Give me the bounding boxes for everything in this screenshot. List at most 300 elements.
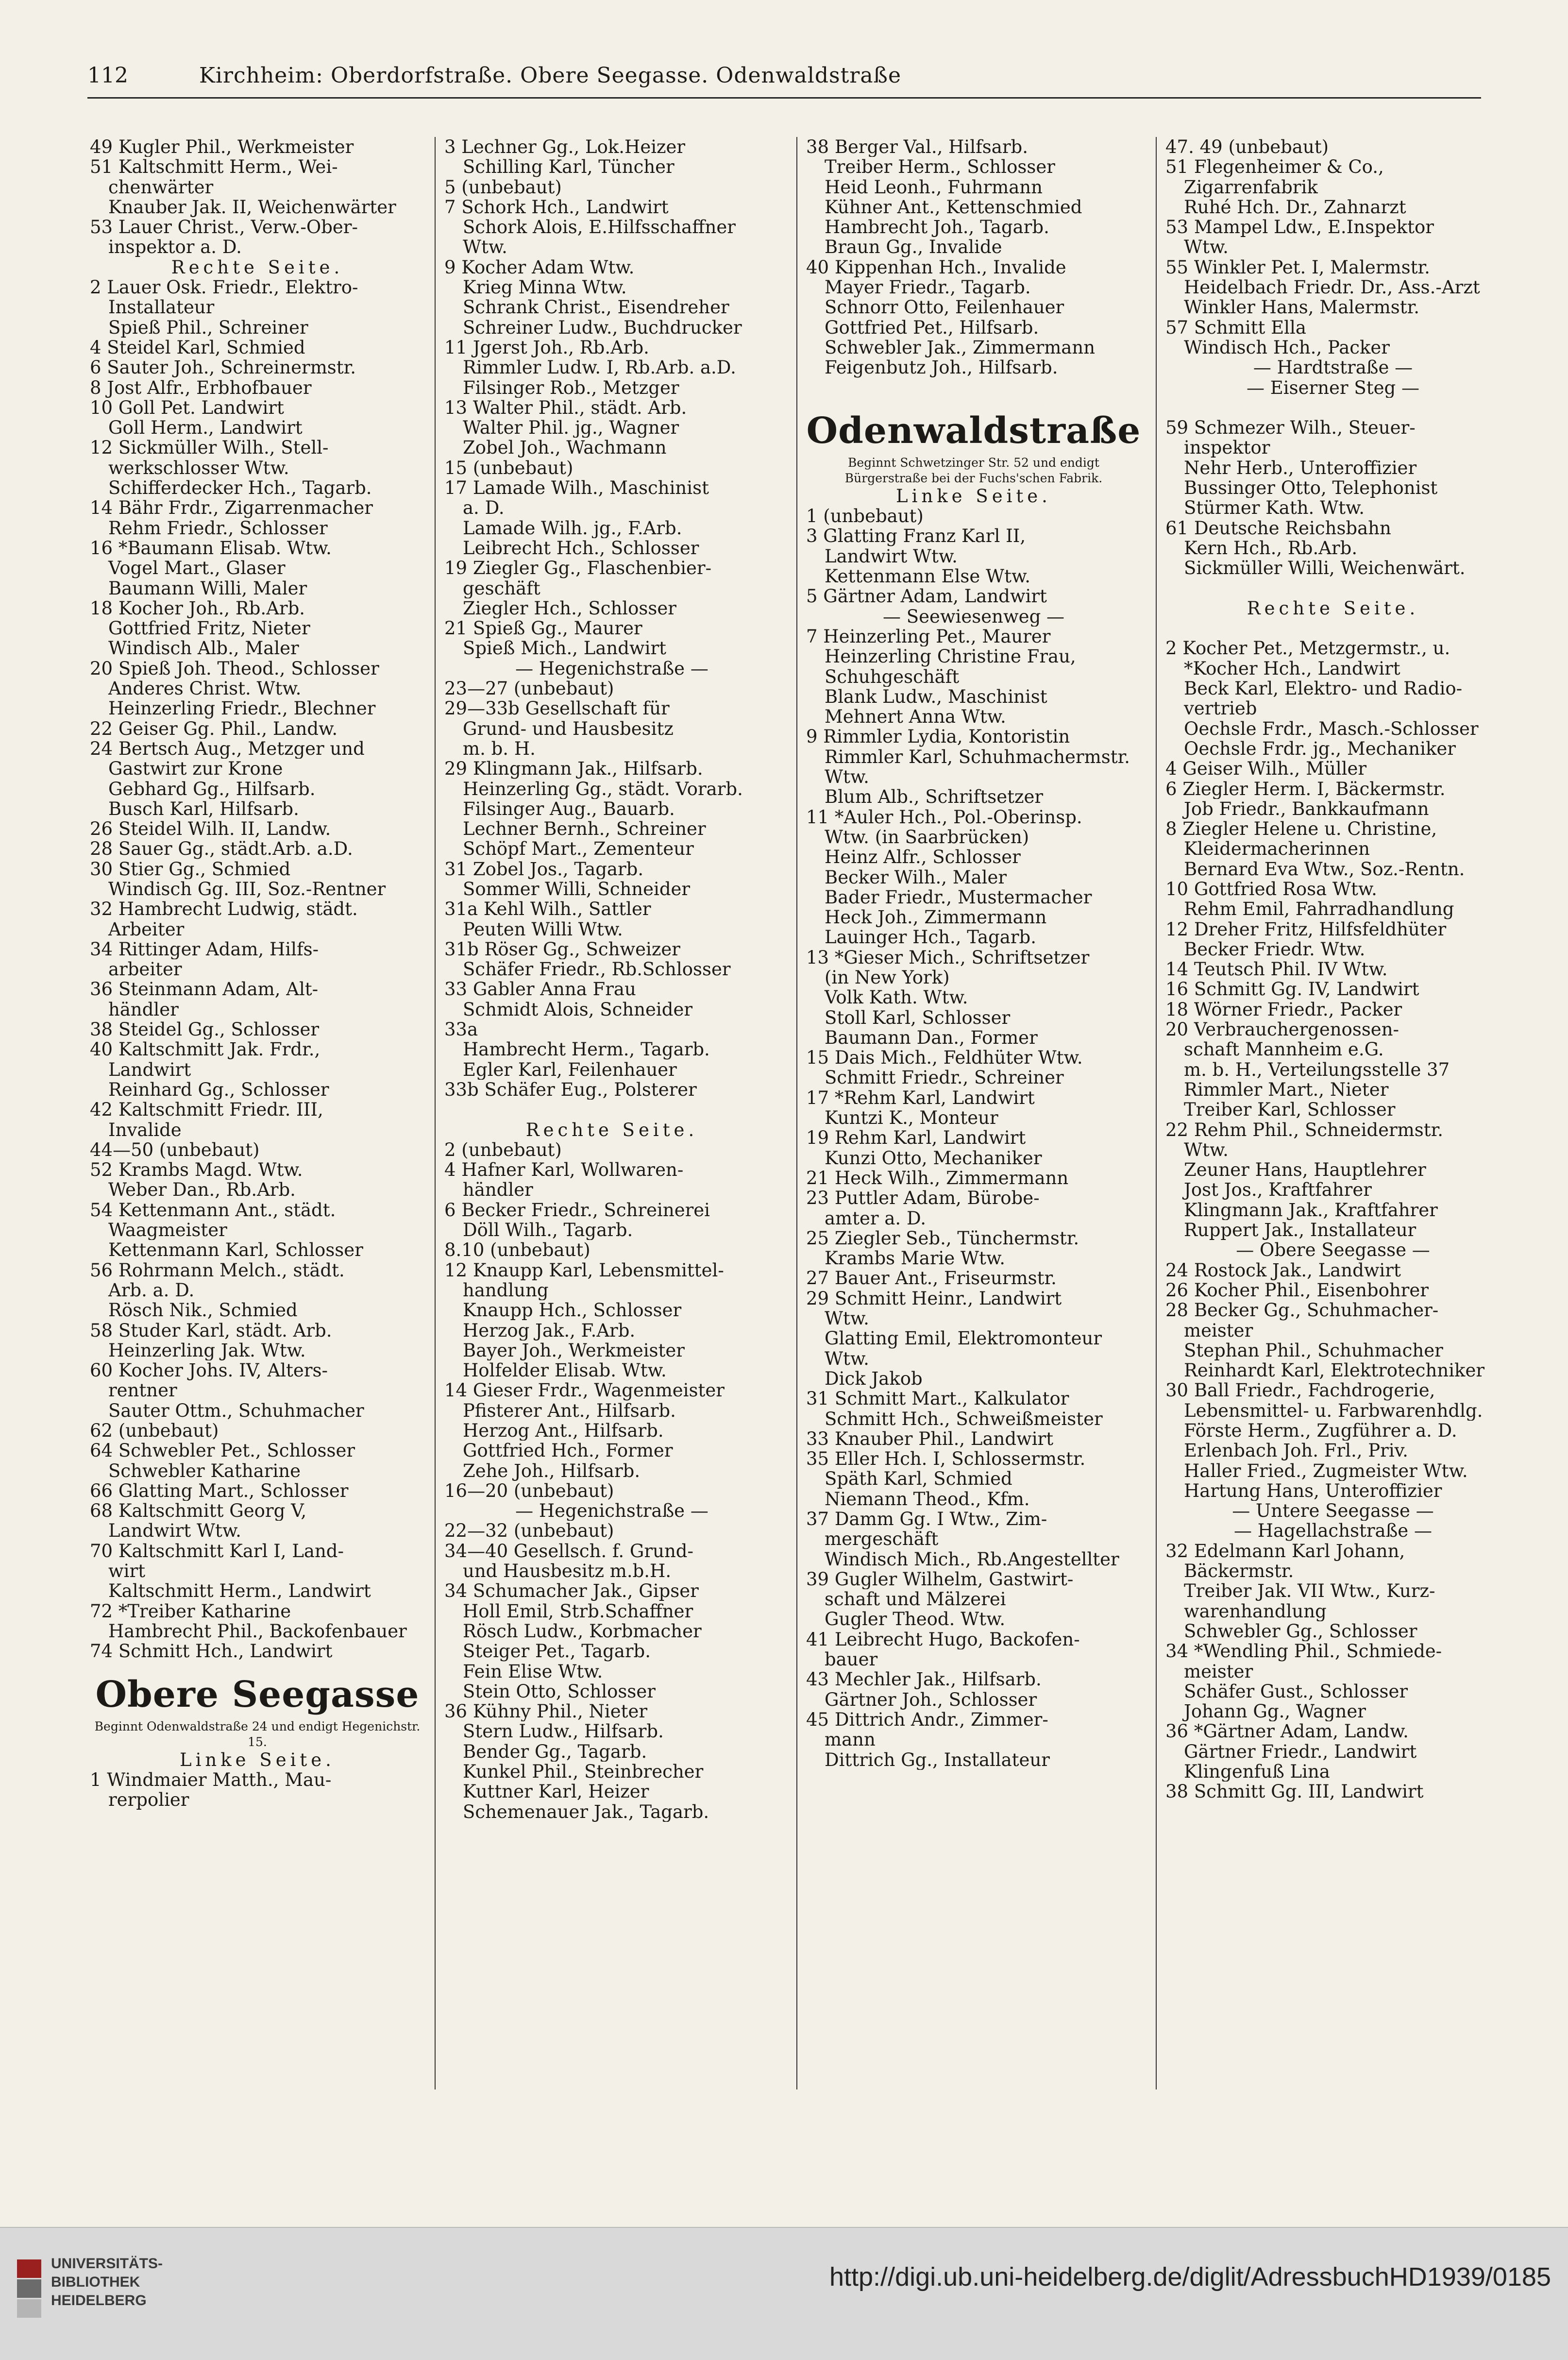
- directory-line: Lechner Bernh., Schreiner: [463, 819, 706, 839]
- directory-line: Herzog Jak., F.Arb.: [463, 1320, 636, 1341]
- directory-line: 60 Kocher Johs. IV, Alters-: [90, 1360, 328, 1381]
- directory-line: Heck Joh., Zimmermann: [825, 907, 1047, 928]
- directory-line: Krambs Marie Wtw.: [825, 1248, 1005, 1269]
- directory-line: 31 Zobel Jos., Tagarb.: [444, 859, 644, 879]
- directory-line: Schäfer Gust., Schlosser: [1184, 1681, 1408, 1702]
- directory-line: 54 Kettenmann Ant., städt.: [90, 1200, 336, 1221]
- directory-line: 33a: [444, 1019, 478, 1040]
- street-heading: Odenwaldstraße: [806, 409, 1141, 452]
- directory-line: 15 (unbebaut): [444, 458, 573, 478]
- directory-line: Reinhard Gg., Schlosser: [108, 1079, 329, 1100]
- directory-line: 53 Mampel Ldw., E.Inspektor: [1165, 217, 1434, 238]
- directory-line: Windisch Mich., Rb.Angestellter: [825, 1549, 1119, 1569]
- directory-line: 1 (unbebaut): [806, 506, 924, 526]
- directory-line: Gottfried Hch., Former: [463, 1441, 673, 1461]
- directory-line: 2 Lauer Osk. Friedr., Elektro-: [90, 277, 358, 298]
- directory-line: Bender Gg., Tagarb.: [463, 1741, 647, 1762]
- directory-line: Glatting Emil, Elektromonteur: [825, 1328, 1102, 1349]
- directory-line: Filsinger Aug., Bauarb.: [463, 798, 675, 819]
- directory-line: Kunkel Phil., Steinbrecher: [463, 1762, 704, 1782]
- directory-line: Pfisterer Ant., Hilfsarb.: [463, 1400, 676, 1421]
- directory-line: 9 Rimmler Lydia, Kontoristin: [806, 727, 1070, 747]
- directory-line: Gebhard Gg., Hilfsarb.: [108, 779, 316, 799]
- directory-line: 41 Leibrecht Hugo, Backofen-: [806, 1629, 1080, 1650]
- directory-line: 34—40 Gesellsch. f. Grund-: [444, 1541, 693, 1562]
- column-4: [1165, 137, 1501, 2089]
- directory-line: Peuten Willi Wtw.: [463, 919, 623, 939]
- directory-line: Schmitt Friedr., Schreiner: [825, 1068, 1064, 1088]
- directory-line: Rehm Friedr., Schlosser: [108, 518, 328, 538]
- directory-line: 52 Krambs Magd. Wtw.: [90, 1160, 303, 1180]
- directory-line: Erlenbach Joh. Frl., Priv.: [1184, 1441, 1408, 1461]
- library-logo-icon: [15, 2257, 44, 2320]
- directory-line: Heinzerling Friedr., Blechner: [108, 698, 376, 719]
- directory-line: Oechsle Frdr. jg., Mechaniker: [1184, 738, 1456, 759]
- directory-line: Gärtner Friedr., Landwirt: [1184, 1741, 1417, 1762]
- directory-line: Kettenmann Else Wtw.: [825, 566, 1031, 587]
- directory-line: 18 Wörner Friedr., Packer: [1165, 999, 1402, 1020]
- directory-line: Spieß Mich., Landwirt: [463, 638, 666, 659]
- directory-line: Winkler Hans, Malermstr.: [1184, 297, 1419, 318]
- directory-line: Sauter Ottm., Schuhmacher: [108, 1400, 364, 1421]
- directory-line: Gugler Theod. Wtw.: [825, 1609, 1006, 1630]
- directory-line: 31 Schmitt Mart., Kalkulator: [806, 1389, 1069, 1409]
- directory-line: Blum Alb., Schriftsetzer: [825, 787, 1044, 807]
- directory-line: Hambrecht Phil., Backofenbauer: [108, 1621, 407, 1642]
- directory-line: Treiber Herm., Schlosser: [825, 157, 1055, 177]
- directory-line: Zehe Joh., Hilfsarb.: [463, 1460, 641, 1481]
- directory-line: Treiber Jak. VII Wtw., Kurz-: [1184, 1581, 1435, 1601]
- directory-line: Schifferdecker Hch., Tagarb.: [108, 478, 372, 498]
- directory-line: Stoll Karl, Schlosser: [825, 1007, 1011, 1028]
- directory-line: Kühner Ant., Kettenschmied: [825, 197, 1082, 218]
- directory-line: 32 Edelmann Karl Johann,: [1165, 1541, 1405, 1562]
- directory-line: 5 (unbebaut): [444, 177, 562, 197]
- directory-line: Oechsle Frdr., Masch.-Schlosser: [1184, 718, 1479, 739]
- directory-line: Bayer Joh., Werkmeister: [463, 1340, 685, 1361]
- page-header: [87, 57, 1481, 96]
- directory-line: 10 Goll Pet. Landwirt: [90, 397, 284, 418]
- column-divider: [435, 137, 436, 2089]
- directory-line: Mayer Friedr., Tagarb.: [825, 277, 1031, 298]
- directory-line: 23—27 (unbebaut): [444, 679, 614, 699]
- directory-line: Kleidermacherinnen: [1184, 839, 1370, 859]
- directory-line: Installateur: [108, 297, 215, 318]
- directory-line: 22—32 (unbebaut): [444, 1521, 614, 1541]
- directory-line: Braun Gg., Invalide: [825, 237, 1002, 257]
- directory-line: händler: [108, 999, 179, 1020]
- page-number: 112: [87, 63, 128, 88]
- directory-line: Wtw.: [825, 1348, 869, 1369]
- directory-line: 28 Becker Gg., Schuhmacher-: [1165, 1300, 1439, 1321]
- directory-line: Landwirt: [108, 1059, 191, 1080]
- directory-line: 28 Sauer Gg., städt.Arb. a.D.: [90, 839, 353, 859]
- directory-line: Wtw. (in Saarbrücken): [825, 827, 1029, 848]
- directory-line: Schilling Karl, Tüncher: [463, 157, 674, 177]
- directory-line: Ruhé Hch. Dr., Zahnarzt: [1184, 197, 1406, 218]
- directory-line: Nehr Herb., Unteroffizier: [1184, 458, 1417, 478]
- directory-line: 4 Hafner Karl, Wollwaren-: [444, 1160, 684, 1180]
- directory-line: 19 Ziegler Gg., Flaschenbier-: [444, 558, 712, 578]
- directory-line: 29—33b Gesellschaft für: [444, 698, 670, 719]
- directory-line: Döll Wilh., Tagarb.: [463, 1220, 633, 1240]
- directory-line: Heidelbach Friedr. Dr., Ass.-Arzt: [1184, 277, 1480, 298]
- directory-line: Lebensmittel- u. Farbwarenhdlg.: [1184, 1400, 1483, 1421]
- directory-line: 13 Walter Phil., städt. Arb.: [444, 397, 687, 418]
- directory-line: 33 Gabler Anna Frau: [444, 979, 636, 1000]
- directory-line: Schäfer Friedr., Rb.Schlosser: [463, 959, 731, 980]
- directory-line: Beck Karl, Elektro- und Radio-: [1184, 679, 1463, 699]
- directory-line: 32 Hambrecht Ludwig, städt.: [90, 899, 358, 919]
- directory-line: schaft und Mälzerei: [825, 1589, 1006, 1610]
- directory-line: 22 Geiser Gg. Phil., Landw.: [90, 718, 338, 739]
- directory-line: Klingmann Jak., Kraftfahrer: [1184, 1200, 1438, 1221]
- directory-line: schaft Mannheim e.G.: [1184, 1039, 1384, 1060]
- directory-line: Dittrich Gg., Installateur: [825, 1749, 1050, 1770]
- directory-line: Rimmler Ludw. I, Rb.Arb. a.D.: [463, 357, 736, 378]
- directory-line: Johann Gg., Wagner: [1184, 1701, 1366, 1722]
- directory-line: 16 Schmitt Gg. IV, Landwirt: [1165, 979, 1419, 1000]
- directory-line: Schuhgeschäft: [825, 666, 960, 687]
- directory-line: Holfelder Elisab. Wtw.: [463, 1360, 667, 1381]
- directory-line: Rehm Emil, Fahrradhandlung: [1184, 899, 1454, 919]
- directory-line: Sommer Willi, Schneider: [463, 879, 691, 900]
- directory-line: (in New York): [825, 967, 950, 988]
- directory-line: 12 Sickmüller Wilh., Stell-: [90, 438, 329, 458]
- directory-line: 16 *Baumann Elisab. Wtw.: [90, 538, 332, 559]
- directory-line: 24 Rostock Jak., Landwirt: [1165, 1260, 1401, 1280]
- directory-line: Rösch Ludw., Korbmacher: [463, 1621, 702, 1642]
- directory-line: — Hagellachstraße —: [1234, 1521, 1432, 1541]
- directory-line: 31b Röser Gg., Schweizer: [444, 939, 680, 960]
- directory-line: Gärtner Joh., Schlosser: [825, 1689, 1037, 1710]
- directory-line: händler: [463, 1180, 533, 1200]
- directory-line: 26 Steidel Wilh. II, Landw.: [90, 819, 331, 839]
- directory-line: 17 Lamade Wilh., Maschinist: [444, 478, 709, 498]
- column-3: [806, 137, 1141, 2089]
- directory-line: Stürmer Kath. Wtw.: [1184, 498, 1365, 518]
- directory-line: Goll Herm., Landwirt: [108, 418, 303, 438]
- directory-line: 20 Spieß Joh. Theod., Schlosser: [90, 658, 379, 679]
- directory-line: Förste Herm., Zugführer a. D.: [1184, 1421, 1457, 1441]
- directory-line: Rimmler Mart., Nieter: [1184, 1079, 1389, 1100]
- directory-line: Windisch Gg. III, Soz.-Rentner: [108, 879, 386, 900]
- column-2: [444, 137, 779, 2089]
- directory-line: Schwebler Gg., Schlosser: [1184, 1621, 1417, 1642]
- directory-line: und Hausbesitz m.b.H.: [463, 1561, 672, 1581]
- directory-line: chenwärter: [108, 177, 214, 197]
- directory-line: 9 Kocher Adam Wtw.: [444, 257, 635, 278]
- directory-line: Rösch Nik., Schmied: [108, 1300, 298, 1321]
- directory-line: 35 Eller Hch. I, Schlossermstr.: [806, 1449, 1086, 1469]
- directory-line: Steiger Pet., Tagarb.: [463, 1641, 651, 1662]
- directory-line: Heinzerling Jak. Wtw.: [108, 1340, 306, 1361]
- directory-line: Schmitt Hch., Schweißmeister: [825, 1409, 1103, 1429]
- directory-line: 33b Schäfer Eug., Polsterer: [444, 1079, 697, 1100]
- directory-line: 27 Bauer Ant., Friseurmstr.: [806, 1268, 1057, 1289]
- directory-line: 37 Damm Gg. I Wtw., Zim-: [806, 1509, 1047, 1529]
- directory-line: Heinz Alfr., Schlosser: [825, 847, 1021, 867]
- directory-line: Zigarrenfabrik: [1184, 177, 1318, 197]
- directory-line: 26 Kocher Phil., Eisenbohrer: [1165, 1280, 1429, 1301]
- directory-line: Knauber Jak. II, Weichenwärter: [108, 197, 396, 218]
- directory-line: Feigenbutz Joh., Hilfsarb.: [825, 357, 1058, 378]
- directory-line: Schemenauer Jak., Tagarb.: [463, 1801, 709, 1822]
- directory-line: Anderes Christ. Wtw.: [108, 679, 302, 699]
- directory-line: Schwebler Katharine: [108, 1460, 301, 1481]
- directory-line: Mehnert Anna Wtw.: [825, 707, 1006, 727]
- directory-line: 6 Sauter Joh., Schreinermstr.: [90, 357, 356, 378]
- directory-line: arbeiter: [108, 959, 182, 980]
- directory-line: Spieß Phil., Schreiner: [108, 317, 308, 338]
- street-description: Beginnt Odenwaldstraße 24 und endigt Hegenichstr. 15.: [94, 1719, 421, 1749]
- directory-line: Busch Karl, Hilfsarb.: [108, 798, 299, 819]
- directory-line: 21 Heck Wilh., Zimmermann: [806, 1168, 1069, 1188]
- directory-line: 68 Kaltschmitt Georg V,: [90, 1501, 307, 1521]
- directory-line: 53 Lauer Christ., Verw.-Ober-: [90, 217, 358, 238]
- directory-line: — Hardtstraße —: [1253, 357, 1413, 378]
- directory-line: 14 Bähr Frdr., Zigarrenmacher: [90, 498, 373, 518]
- directory-line: Schreiner Ludw., Buchdrucker: [463, 317, 742, 338]
- directory-line: 1 Windmaier Matth., Mau-: [90, 1769, 332, 1790]
- directory-line: Landwirt Wtw.: [108, 1521, 241, 1541]
- directory-line: *Kocher Hch., Landwirt: [1184, 658, 1400, 679]
- directory-line: Heinzerling Christine Frau,: [825, 646, 1076, 667]
- directory-line: Windisch Alb., Maler: [108, 638, 299, 659]
- directory-line: Bader Friedr., Mustermacher: [825, 887, 1092, 908]
- directory-line: 15 Dais Mich., Feldhüter Wtw.: [806, 1048, 1083, 1068]
- directory-line: handlung: [463, 1280, 549, 1301]
- directory-line: Becker Friedr. Wtw.: [1184, 939, 1366, 960]
- directory-line: Wtw.: [825, 767, 869, 787]
- column-1: [90, 137, 425, 2089]
- directory-line: rerpolier: [108, 1790, 189, 1810]
- directory-line: 55 Winkler Pet. I, Malermstr.: [1165, 257, 1430, 278]
- directory-line: Bussinger Otto, Telephonist: [1184, 478, 1438, 498]
- library-footer: [0, 2227, 1568, 2360]
- directory-line: Gottfried Pet., Hilfsarb.: [825, 317, 1039, 338]
- directory-line: 5 Gärtner Adam, Landwirt: [806, 586, 1047, 607]
- directory-line: meister: [1184, 1320, 1253, 1341]
- column-divider: [1156, 137, 1157, 2089]
- directory-line: meister: [1184, 1661, 1253, 1681]
- directory-line: — Obere Seegasse —: [1236, 1240, 1430, 1260]
- directory-line: Grund- und Hausbesitz: [463, 718, 674, 739]
- directory-line: Baumann Willi, Maler: [108, 578, 307, 598]
- directory-line: 66 Glatting Mart., Schlosser: [90, 1480, 349, 1501]
- directory-line: Zeuner Hans, Hauptlehrer: [1184, 1160, 1426, 1180]
- directory-line: 38 Berger Val., Hilfsarb.: [806, 137, 1028, 157]
- directory-line: 58 Studer Karl, städt. Arb.: [90, 1320, 332, 1341]
- directory-line: Baumann Dan., Former: [825, 1027, 1038, 1048]
- directory-line: Kuntzi K., Monteur: [825, 1108, 998, 1128]
- directory-line: 43 Mechler Jak., Hilfsarb.: [806, 1669, 1042, 1690]
- directory-line: amter a. D.: [825, 1208, 927, 1228]
- directory-line: 20 Verbrauchergenossen-: [1165, 1019, 1399, 1040]
- side-heading: Rechte Seite.: [525, 1120, 698, 1140]
- directory-line: geschäft: [463, 578, 540, 598]
- directory-line: 51 Flegenheimer & Co.,: [1165, 157, 1384, 177]
- directory-line: 64 Schwebler Pet., Schlosser: [90, 1441, 355, 1461]
- directory-line: 25 Ziegler Seb., Tünchermstr.: [806, 1228, 1079, 1249]
- directory-line: — Hegenichstraße —: [515, 1501, 708, 1521]
- directory-line: 42 Kaltschmitt Friedr. III,: [90, 1100, 323, 1120]
- directory-line: — Untere Seegasse —: [1232, 1501, 1434, 1521]
- directory-line: 38 Steidel Gg., Schlosser: [90, 1019, 320, 1040]
- directory-line: 49 Kugler Phil., Werkmeister: [90, 137, 354, 157]
- directory-line: 57 Schmitt Ella: [1165, 317, 1306, 338]
- directory-line: 30 Stier Gg., Schmied: [90, 859, 291, 879]
- directory-line: 8.10 (unbebaut): [444, 1240, 590, 1260]
- directory-line: Schwebler Jak., Zimmermann: [825, 337, 1096, 358]
- directory-line: 51 Kaltschmitt Herm., Wei-: [90, 157, 338, 177]
- directory-line: 31a Kehl Wilh., Sattler: [444, 899, 651, 919]
- directory-line: Bernard Eva Wtw., Soz.-Rentn.: [1184, 859, 1465, 879]
- directory-line: Krieg Minna Wtw.: [463, 277, 627, 298]
- directory-line: rentner: [108, 1380, 177, 1401]
- directory-line: Job Friedr., Bankkaufmann: [1184, 798, 1429, 819]
- directory-line: Jost Jos., Kraftfahrer: [1184, 1180, 1372, 1200]
- directory-line: Lauinger Hch., Tagarb.: [825, 927, 1036, 948]
- street-heading: Obere Seegasse: [95, 1673, 420, 1715]
- directory-line: 3 Glatting Franz Karl II,: [806, 526, 1026, 546]
- directory-line: Invalide: [108, 1120, 182, 1140]
- directory-line: Reinhardt Karl, Elektrotechniker: [1184, 1360, 1485, 1381]
- directory-line: Becker Wilh., Maler: [825, 867, 1007, 887]
- directory-line: 23 Puttler Adam, Bürobe-: [806, 1188, 1040, 1208]
- directory-line: 19 Rehm Karl, Landwirt: [806, 1128, 1026, 1148]
- directory-line: inspektor a. D.: [108, 237, 242, 257]
- directory-line: Niemann Theod., Kfm.: [825, 1489, 1030, 1509]
- directory-line: 45 Dittrich Andr., Zimmer-: [806, 1709, 1048, 1730]
- directory-line: — Seewiesenweg —: [882, 606, 1065, 627]
- directory-line: Wtw.: [463, 237, 507, 257]
- directory-line: Hartung Hans, Unteroffizier: [1184, 1480, 1442, 1501]
- directory-line: Späth Karl, Schmied: [825, 1469, 1012, 1489]
- directory-line: Schmidt Alois, Schneider: [463, 999, 693, 1020]
- directory-line: Vogel Mart., Glaser: [108, 558, 286, 578]
- directory-line: 18 Kocher Joh., Rb.Arb.: [90, 598, 305, 619]
- directory-line: Stephan Phil., Schuhmacher: [1184, 1340, 1443, 1361]
- directory-line: 11 Jgerst Joh., Rb.Arb.: [444, 337, 649, 358]
- directory-line: vertrieb: [1184, 698, 1257, 719]
- directory-line: Gottfried Fritz, Nieter: [108, 618, 310, 639]
- directory-line: 24 Bertsch Aug., Metzger und: [90, 738, 365, 759]
- directory-line: Dick Jakob: [825, 1368, 923, 1389]
- directory-line: 72 *Treiber Katharine: [90, 1601, 291, 1621]
- side-heading: Rechte Seite.: [171, 257, 344, 278]
- directory-line: 36 Steinmann Adam, Alt-: [90, 979, 319, 1000]
- directory-line: 14 Gieser Frdr., Wagenmeister: [444, 1380, 725, 1401]
- directory-line: Schork Alois, E.Hilfsschaffner: [463, 217, 736, 238]
- source-url[interactable]: http://digi.ub.uni-heidelberg.de/diglit/AdressbuchHD1939/0185: [829, 2262, 1551, 2292]
- directory-line: Filsinger Rob., Metzger: [463, 377, 679, 398]
- directory-line: Arb. a. D.: [108, 1280, 195, 1301]
- directory-line: 8 Jost Alfr., Erbhofbauer: [90, 377, 312, 398]
- directory-line: 7 Heinzerling Pet., Maurer: [806, 626, 1051, 647]
- directory-line: 70 Kaltschmitt Karl I, Land-: [90, 1541, 344, 1562]
- directory-line: 12 Dreher Fritz, Hilfsfeldhüter: [1165, 919, 1447, 939]
- directory-line: 59 Schmezer Wilh., Steuer-: [1165, 418, 1416, 438]
- directory-line: 17 *Rehm Karl, Landwirt: [806, 1087, 1035, 1108]
- directory-line: 56 Rohrmann Melch., städt.: [90, 1260, 345, 1280]
- directory-line: Ziegler Hch., Schlosser: [463, 598, 676, 619]
- directory-line: 74 Schmitt Hch., Landwirt: [90, 1641, 333, 1662]
- directory-line: warenhandlung: [1184, 1601, 1327, 1621]
- directory-line: 34 Rittinger Adam, Hilfs-: [90, 939, 319, 960]
- directory-line: Kern Hch., Rb.Arb.: [1184, 538, 1358, 559]
- side-heading: Linke Seite.: [896, 486, 1051, 507]
- directory-line: 2 (unbebaut): [444, 1139, 562, 1160]
- directory-line: 36 *Gärtner Adam, Landw.: [1165, 1721, 1409, 1742]
- directory-line: Herzog Ant., Hilfsarb.: [463, 1421, 664, 1441]
- directory-line: a. D.: [463, 498, 505, 518]
- directory-line: Bäckermstr.: [1184, 1561, 1294, 1581]
- header-rule: [87, 97, 1481, 99]
- directory-line: 3 Lechner Gg., Lok.Heizer: [444, 137, 686, 157]
- directory-line: Knaupp Hch., Schlosser: [463, 1300, 682, 1321]
- library-name-line: UNIVERSITÄTS-: [51, 2256, 163, 2272]
- directory-line: 33 Knauber Phil., Landwirt: [806, 1428, 1054, 1449]
- directory-line: Sickmüller Willi, Weichenwärt.: [1184, 558, 1466, 578]
- directory-line: mann: [825, 1730, 876, 1750]
- directory-line: Hambrecht Herm., Tagarb.: [463, 1039, 710, 1060]
- directory-line: Blank Ludw., Maschinist: [825, 686, 1047, 707]
- directory-line: 30 Ball Friedr., Fachdrogerie,: [1165, 1380, 1435, 1401]
- directory-line: 36 Kühny Phil., Nieter: [444, 1701, 648, 1722]
- directory-line: 4 Steidel Karl, Schmied: [90, 337, 305, 358]
- street-description: Beginnt Schwetzinger Str. 52 und endigt Bürgerstraße bei der Fuchs'schen Fabrik.: [844, 455, 1103, 485]
- library-name-line: BIBLIOTHEK: [51, 2274, 140, 2290]
- directory-line: — Eiserner Steg —: [1247, 377, 1419, 398]
- directory-line: 47. 49 (unbebaut): [1165, 137, 1329, 157]
- directory-line: Haller Fried., Zugmeister Wtw.: [1184, 1460, 1468, 1481]
- directory-line: inspektor: [1184, 438, 1270, 458]
- directory-line: 44—50 (unbebaut): [90, 1139, 260, 1160]
- directory-line: 4 Geiser Wilh., Müller: [1165, 759, 1367, 779]
- directory-line: 61 Deutsche Reichsbahn: [1165, 518, 1391, 538]
- directory-line: Heinzerling Gg., städt. Vorarb.: [463, 779, 743, 799]
- directory-line: 21 Spieß Gg., Maurer: [444, 618, 642, 639]
- directory-line: Volk Kath. Wtw.: [825, 987, 968, 1008]
- directory-line: 12 Knaupp Karl, Lebensmittel-: [444, 1260, 724, 1280]
- directory-line: Ruppert Jak., Installateur: [1184, 1220, 1416, 1240]
- directory-line: werkschlosser Wtw.: [108, 458, 289, 478]
- directory-line: 40 Kippenhan Hch., Invalide: [806, 257, 1066, 278]
- directory-line: Holl Emil, Strb.Schaffner: [463, 1601, 693, 1621]
- directory-line: Gastwirt zur Krone: [108, 759, 283, 779]
- directory-line: Wtw.: [1184, 1139, 1229, 1160]
- directory-line: 40 Kaltschmitt Jak. Frdr.,: [90, 1039, 320, 1060]
- directory-line: Schöpf Mart., Zementeur: [463, 839, 694, 859]
- directory-line: 6 Ziegler Herm. I, Bäckermstr.: [1165, 779, 1446, 799]
- page-title: Kirchheim: Oberdorfstraße. Obere Seegasse. Odenwaldstraße: [199, 63, 901, 88]
- directory-line: Kaltschmitt Herm., Landwirt: [108, 1581, 371, 1601]
- directory-line: Walter Phil. jg., Wagner: [463, 418, 679, 438]
- directory-line: [1165, 618, 1501, 638]
- directory-line: 39 Gugler Wilhelm, Gastwirt-: [806, 1569, 1074, 1590]
- directory-line: Stein Otto, Schlosser: [463, 1681, 656, 1702]
- directory-line: Hambrecht Joh., Tagarb.: [825, 217, 1049, 238]
- directory-line: Arbeiter: [108, 919, 185, 939]
- directory-line: 62 (unbebaut): [90, 1421, 219, 1441]
- directory-line: Fein Elise Wtw.: [463, 1661, 603, 1681]
- directory-line: 10 Gottfried Rosa Wtw.: [1165, 879, 1377, 900]
- side-heading: Rechte Seite.: [1247, 598, 1419, 619]
- directory-line: Landwirt Wtw.: [825, 546, 958, 567]
- directory-line: — Hegenichstraße —: [515, 658, 708, 679]
- directory-line: Heid Leonh., Fuhrmann: [825, 177, 1043, 197]
